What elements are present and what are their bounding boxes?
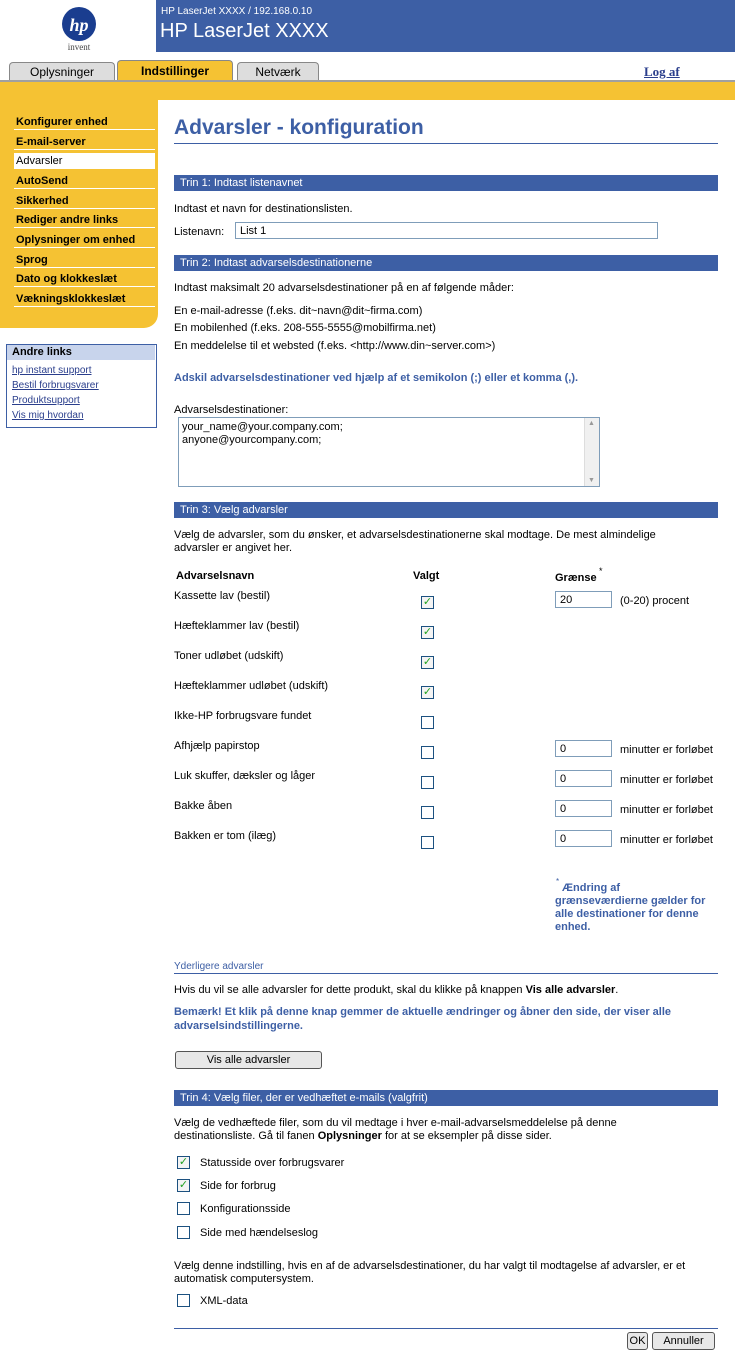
alert-name: Ikke-HP forbrugsvare fundet: [174, 710, 312, 722]
step1-intro: Indtast et navn for destinationslisten.: [174, 203, 353, 215]
link-instant-support[interactable]: hp instant support: [12, 365, 92, 376]
page-title: Advarsler - konfiguration: [174, 116, 424, 139]
tab-oplysninger[interactable]: Oplysninger: [9, 62, 115, 81]
link-bestil-forbrugsvarer[interactable]: Bestil forbrugsvarer: [12, 380, 99, 391]
destination-line: anyone@yourcompany.com;: [182, 434, 322, 446]
show-all-alerts-button[interactable]: Vis alle advarsler: [175, 1051, 322, 1069]
sidebar-item-advarsler[interactable]: Advarsler: [14, 153, 155, 169]
file-checkbox[interactable]: ✓: [178, 1156, 189, 1168]
alert-limit-input[interactable]: [555, 591, 612, 608]
destinations-label: Advarselsdestinationer:: [174, 404, 289, 416]
alert-name: Luk skuffer, dæksler og låger: [174, 770, 316, 782]
file-label: Side med hændelseslog: [200, 1227, 319, 1239]
ok-button[interactable]: OK: [627, 1332, 648, 1350]
footnote-asterisk: *: [556, 877, 560, 886]
alert-checkbox[interactable]: [421, 776, 434, 789]
step4-intro-post: for at se eksempler på disse sider.: [381, 1130, 552, 1142]
step4-header: Trin 4: Vælg filer, der er vedhæftet e-mails (valgfrit): [174, 1090, 718, 1106]
footer-divider: [174, 1328, 718, 1329]
footnote-line: grænseværdierne gælder for: [555, 895, 706, 907]
xml-intro-2: automatisk computersystem.: [174, 1273, 314, 1285]
xml-checkbox[interactable]: [177, 1294, 190, 1307]
step2-intro: Indtast maksimalt 20 advarselsdestinationer på en af følgende måder:: [174, 282, 514, 294]
alert-limit-unit: (0-20) procent: [620, 595, 690, 607]
title-divider: [174, 143, 718, 144]
step3-intro-2: advarsler er angivet her.: [174, 542, 293, 554]
xml-intro-1: Vælg denne indstilling, hvis en af de advarselsdestinationer, du har valgt til modtagelse af advarsler, er et: [174, 1260, 686, 1272]
col-limit: Grænse: [555, 572, 597, 584]
sidebar-item-sprog[interactable]: Sprog: [14, 252, 155, 268]
alert-checkbox[interactable]: [421, 806, 434, 819]
scroll-up-icon[interactable]: ▲: [588, 420, 595, 427]
alert-limit-input[interactable]: [555, 830, 612, 847]
alert-name: Hæfteklammer lav (bestil): [174, 620, 300, 632]
more-alerts-text: [174, 984, 618, 996]
sidebar-item-autosend[interactable]: AutoSend: [14, 173, 155, 189]
textarea-scrollbar[interactable]: [584, 418, 599, 486]
sidebar-item-vaekning[interactable]: Vækningsklokkeslæt: [14, 291, 155, 307]
step4-intro-1: Vælg de vedhæftede filer, som du vil medtage i hver e-mail-advarselsmeddelelse på denne: [174, 1117, 617, 1129]
file-label: Statusside over forbrugsvarer: [200, 1157, 345, 1169]
alert-name: Bakken er tom (ilæg): [174, 830, 277, 842]
step3-intro-1: Vælg de advarsler, som du ønsker, et advarselsdestinationerne skal modtage. De mest almindelige: [174, 529, 656, 541]
step2-header: Trin 2: Indtast advarselsdestinationerne: [174, 255, 718, 271]
alert-limit-unit: minutter er forløbet: [620, 804, 713, 816]
alert-limit-unit: minutter er forløbet: [620, 744, 713, 756]
destinations-textarea[interactable]: [178, 417, 600, 487]
list-name-input[interactable]: [235, 222, 658, 239]
col-selected: Valgt: [413, 570, 440, 582]
destination-line: your_name@your.company.com;: [182, 421, 343, 433]
device-address: HP LaserJet XXXX / 192.168.0.10: [161, 6, 313, 17]
file-label: Konfigurationsside: [200, 1203, 291, 1215]
sidebar-item-konfigurer-enhed[interactable]: Konfigurer enhed: [14, 114, 155, 130]
alert-checkbox[interactable]: [421, 746, 434, 759]
step1-header: Trin 1: Indtast listenavnet: [174, 175, 718, 191]
step2-way-web: En meddelelse til et websted (f.eks. <http://www.din~server.com>): [174, 340, 496, 352]
footnote-line: enhed.: [555, 921, 591, 933]
alert-limit-unit: minutter er forløbet: [620, 774, 713, 786]
more-alerts-text-pre: Hvis du vil se alle advarsler for dette produkt, skal du klikke på knappen: [174, 984, 526, 996]
more-alerts-note-1: Bemærk! Et klik på denne knap gemmer de aktuelle ændringer og åbner den side, der viser alle: [174, 1006, 671, 1018]
file-label: Side for forbrug: [200, 1180, 276, 1192]
sidebar-item-dato-klokkeslaet[interactable]: Dato og klokkeslæt: [14, 271, 155, 287]
more-alerts-divider: [174, 973, 718, 974]
xml-label: XML-data: [200, 1295, 248, 1307]
list-name-label: Listenavn:: [174, 226, 225, 238]
alert-name: Bakke åben: [174, 800, 233, 812]
alert-limit-input[interactable]: [555, 800, 612, 817]
logout-link[interactable]: Log af: [644, 64, 680, 79]
alert-name: Hæfteklammer udløbet (udskift): [174, 680, 329, 692]
alert-checkbox[interactable]: ✓: [422, 626, 433, 638]
alert-name: Kassette lav (bestil): [174, 590, 270, 602]
scroll-down-icon[interactable]: ▼: [588, 477, 595, 484]
alert-limit-unit: minutter er forløbet: [620, 834, 713, 846]
file-checkbox[interactable]: [177, 1202, 190, 1215]
footnote-line: alle destinationer for denne: [555, 908, 699, 920]
alert-checkbox[interactable]: [421, 716, 434, 729]
file-checkbox[interactable]: [177, 1226, 190, 1239]
alert-checkbox[interactable]: ✓: [422, 596, 433, 608]
col-alert-name: Advarselsnavn: [176, 570, 255, 582]
alert-limit-input[interactable]: [555, 770, 612, 787]
cancel-button[interactable]: Annuller: [652, 1332, 715, 1350]
separator-note: Adskil advarselsdestinationer ved hjælp af et semikolon (;) eller et komma (,).: [174, 372, 579, 384]
file-checkbox[interactable]: ✓: [178, 1179, 189, 1191]
hp-logo: [56, 6, 102, 52]
logo-subtext: invent: [67, 42, 91, 52]
step2-way-email: En e-mail-adresse (f.eks. dit~navn@dit~firma.com): [174, 305, 423, 317]
alert-name: Toner udløbet (udskift): [174, 650, 284, 662]
tab-netvaerk[interactable]: Netværk: [237, 62, 319, 81]
other-links-title: Andre links: [7, 345, 155, 360]
nav-band: [0, 82, 735, 100]
step2-way-mobile: En mobilenhed (f.eks. 208-555-5555@mobilfirma.net): [174, 322, 436, 334]
step4-intro-pre: destinationsliste. Gå til fanen: [174, 1130, 318, 1142]
more-alerts-text-post: .: [615, 984, 619, 996]
sidebar-item-oplysninger-enhed[interactable]: Oplysninger om enhed: [14, 232, 155, 248]
device-title: HP LaserJet XXXX: [160, 20, 329, 42]
link-vis-mig-hvordan[interactable]: Vis mig hvordan: [12, 410, 84, 421]
step4-intro-2: [174, 1130, 552, 1142]
more-alerts-text-bold: Vis alle advarsler: [525, 984, 616, 996]
more-alerts-note-2: advarselsindstillingerne.: [174, 1020, 303, 1032]
sidebar-item-sikkerhed[interactable]: Sikkerhed: [14, 193, 155, 209]
step3-header: Trin 3: Vælg advarsler: [174, 502, 718, 518]
step4-intro-bold: Oplysninger: [317, 1130, 382, 1142]
alert-checkbox[interactable]: ✓: [422, 686, 433, 698]
sidebar-item-email-server[interactable]: E-mail-server: [14, 134, 155, 150]
sidebar-item-rediger-links[interactable]: Rediger andre links: [14, 212, 155, 228]
logo-text: hp: [69, 15, 89, 35]
alert-limit-input[interactable]: [555, 740, 612, 757]
link-produktsupport[interactable]: Produktsupport: [12, 395, 80, 406]
more-alerts-header: Yderligere advarsler: [174, 961, 264, 972]
tab-indstillinger[interactable]: Indstillinger: [117, 60, 233, 81]
alert-checkbox[interactable]: [421, 836, 434, 849]
alert-checkbox[interactable]: ✓: [422, 656, 433, 668]
limit-asterisk: *: [599, 566, 603, 576]
alert-name: Afhjælp papirstop: [174, 740, 260, 752]
footnote-line: Ændring af: [562, 882, 621, 894]
